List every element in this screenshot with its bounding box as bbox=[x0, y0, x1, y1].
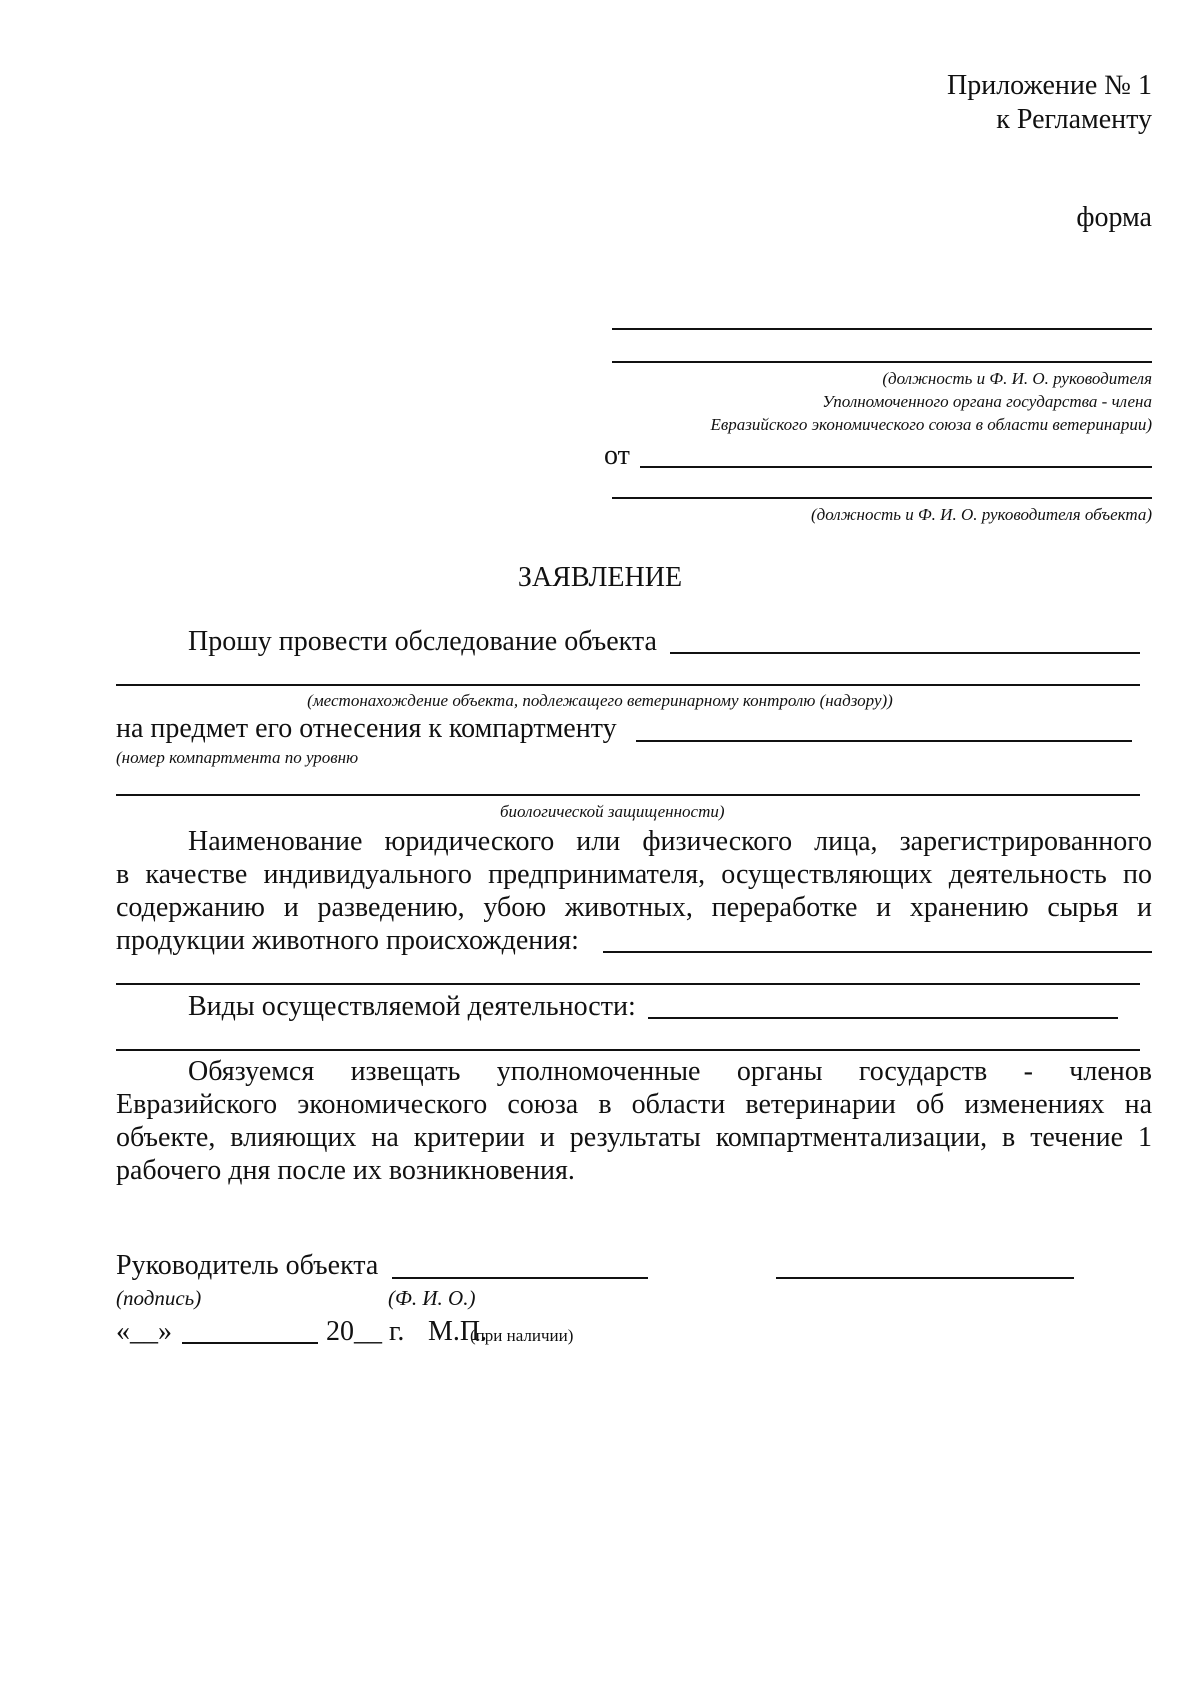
obligation-line-4: рабочего дня после их возникновения. bbox=[116, 1155, 575, 1186]
date-day[interactable]: «__» bbox=[116, 1316, 172, 1347]
compartment-line-2[interactable] bbox=[116, 794, 1140, 796]
request-label: Прошу провести обследование объекта bbox=[188, 626, 657, 657]
addressee-caption-2: Уполномоченного органа государства - члена bbox=[822, 392, 1152, 411]
from-caption: (должность и Ф. И. О. руководителя объекта) bbox=[810, 505, 1152, 524]
full-name-caption: (Ф. И. О.) bbox=[388, 1286, 476, 1310]
obligation-line-2: Евразийского экономического союза в области ветеринарии об изменениях на bbox=[116, 1089, 1152, 1120]
document-title: ЗАЯВЛЕНИЕ bbox=[517, 562, 683, 593]
activities-label: Виды осуществляемой деятельности: bbox=[188, 991, 636, 1022]
compartment-caption-2: биологической защищенности) bbox=[500, 802, 725, 821]
location-caption: (местонахождение объекта, подлежащего ветеринарному контролю (надзору)) bbox=[307, 691, 893, 710]
location-line[interactable] bbox=[116, 684, 1140, 686]
full-name-line[interactable] bbox=[776, 1277, 1074, 1279]
seal-label: М.П. bbox=[428, 1316, 488, 1347]
appendix-number: Приложение № 1 bbox=[947, 70, 1152, 101]
from-label: от bbox=[604, 440, 630, 471]
signature-line[interactable] bbox=[392, 1277, 648, 1279]
object-line[interactable] bbox=[670, 652, 1140, 654]
name-paragraph-line-2: в качестве индивидуального предпринимателя, осуществляющих деятельность по bbox=[116, 859, 1152, 890]
obligation-line-1: Обязуемся извещать уполномоченные органы государств - членов bbox=[188, 1056, 1152, 1087]
name-paragraph-line-1: Наименование юридического или физического лица, зарегистрированного bbox=[188, 826, 1152, 857]
date-month-line[interactable] bbox=[182, 1342, 318, 1344]
entity-name-line[interactable] bbox=[603, 951, 1152, 953]
compartment-caption-1: (номер компартмента по уровню bbox=[116, 748, 359, 767]
head-label: Руководитель объекта bbox=[116, 1250, 379, 1281]
signature-caption: (подпись) bbox=[116, 1286, 202, 1310]
compartment-line[interactable] bbox=[636, 740, 1132, 742]
regulation-reference: к Регламенту bbox=[996, 104, 1152, 135]
compartment-label: на предмет его отнесения к компартменту bbox=[116, 713, 617, 744]
addressee-caption-1: (должность и Ф. И. О. руководителя bbox=[882, 369, 1152, 388]
name-paragraph-line-3: содержанию и разведению, убою животных, переработке и хранению сырья и bbox=[116, 892, 1152, 923]
form-label: форма bbox=[1076, 202, 1152, 233]
date-year[interactable]: 20__ г. bbox=[326, 1316, 405, 1347]
addressee-line-2[interactable] bbox=[612, 361, 1152, 363]
obligation-line-3: объекте, влияющих на критерии и результаты компартментализации, в течение 1 bbox=[116, 1122, 1152, 1153]
entity-name-line-2[interactable] bbox=[116, 983, 1140, 985]
name-paragraph-line-4: продукции животного происхождения: bbox=[116, 925, 579, 956]
from-line-2[interactable] bbox=[612, 497, 1152, 499]
activities-line-2[interactable] bbox=[116, 1049, 1140, 1051]
addressee-caption-3: Евразийского экономического союза в области ветеринарии) bbox=[710, 415, 1152, 434]
from-line-1[interactable] bbox=[640, 466, 1152, 468]
addressee-line-1[interactable] bbox=[612, 328, 1152, 330]
activities-line[interactable] bbox=[648, 1017, 1118, 1019]
seal-note: (при наличии) bbox=[470, 1326, 574, 1345]
